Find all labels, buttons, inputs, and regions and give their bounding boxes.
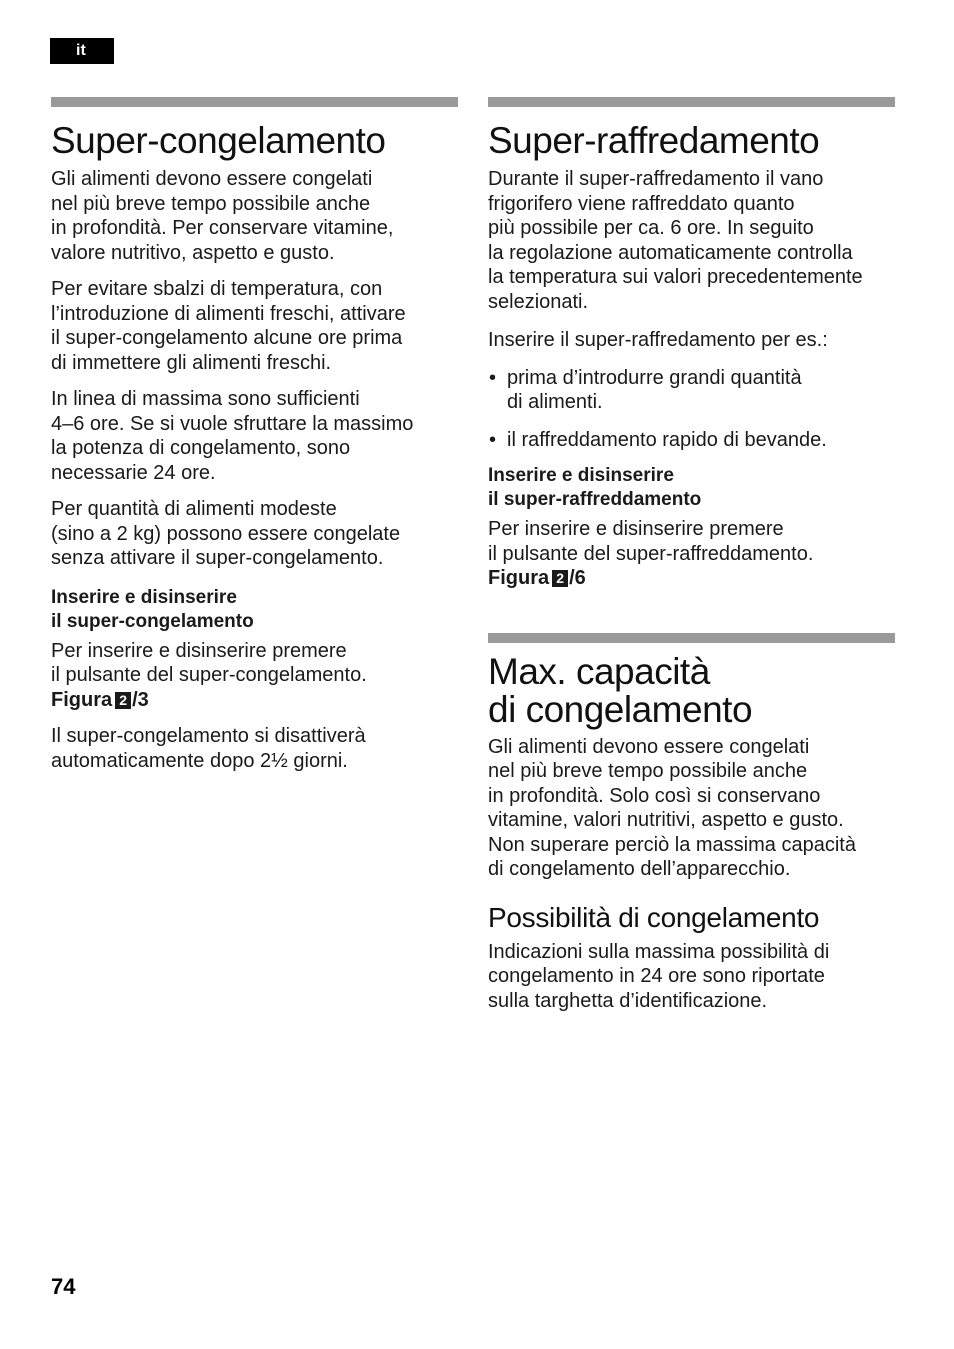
paragraph: Inserire il super-raffredamento per es.: [488,329,828,351]
left-column [51,97,458,785]
paragraph: Il super-congelamento si disattiverà automaticamente dopo 2½ giorni. [51,725,366,772]
figure-item: /6 [569,567,586,589]
section-rule [488,97,895,107]
paragraph: Per quantità di alimenti modeste (sino a 2 kg) possono essere congelate senza attivare il super-congelamento. [51,498,401,569]
paragraph: Durante il super-raffredamento il vano frigorifero viene raffreddato quanto più possibile per ca. 6 ore. In seguito la regolazione automaticamente controlla la temperatura sui valori precedentemente selezionati. [488,168,863,313]
section-rule [488,633,895,643]
figure-reference [488,567,586,589]
super-congelamento-title: Super-congelamento [51,120,386,161]
figure-reference [51,689,149,711]
language-tab: it [50,38,114,64]
list-item: • prima d’introdurre grandi quantità di alimenti. [488,366,895,415]
figure-label: Figura [51,688,113,711]
paragraph: In linea di massima sono sufficienti 4–6 ore. Se si vuole sfruttare la massimo la potenza di congelamento, sono necessarie 24 ore. [51,388,414,484]
paragraph-with-figure [488,517,895,591]
figure-label: Figura [488,567,550,589]
figure-item: /3 [132,688,149,711]
right-column [488,97,895,1025]
paragraph-with-figure [51,639,458,713]
bullet-list [488,366,895,453]
list-item: • il raffreddamento rapido di bevande. [488,428,895,453]
paragraph-text: Per inserire e disinserire premere il pulsante del super-raffreddamento. [488,518,814,565]
page-number: 74 [51,1274,76,1299]
figure-number-badge: 2 [115,692,131,709]
paragraph: Per evitare sbalzi di temperatura, con l’introduzione di alimenti freschi, attivare il super-congelamento alcune ore prima di immettere gli alimenti freschi. [51,278,406,374]
figure-number-badge: 2 [552,570,568,587]
section-spacer [488,603,895,633]
paragraph: Indicazioni sulla massima possibilità di congelamento in 24 ore sono riportate sulla targhetta d’identificazione. [488,940,830,1012]
section-rule [51,97,458,107]
super-raffredamento-title: Super-raffredamento [488,120,820,161]
paragraph: Gli alimenti devono essere congelati nel più breve tempo possibile anche in profondità. Solo così si conservano vitamine, valori nutritivi, aspetto e gusto. Non superare perciò la massima capacità di congelamento dell’apparecchio. [488,735,856,880]
paragraph-text: Per inserire e disinserire premere il pulsante del super-congelamento. [51,639,367,686]
paragraph: Gli alimenti devono essere congelati nel più breve tempo possibile anche in profondità. Per conservare vitamine, valore nutritivo, aspetto e gusto. [51,168,394,264]
possibilita-subtitle: Possibilità di congelamento [488,901,820,933]
subheading: Inserire e disinserire il super-raffreddamento [488,465,702,510]
subheading: Inserire e disinserire il super-congelamento [51,586,254,632]
max-capacita-title: Max. capacità di congelamento [488,650,753,730]
